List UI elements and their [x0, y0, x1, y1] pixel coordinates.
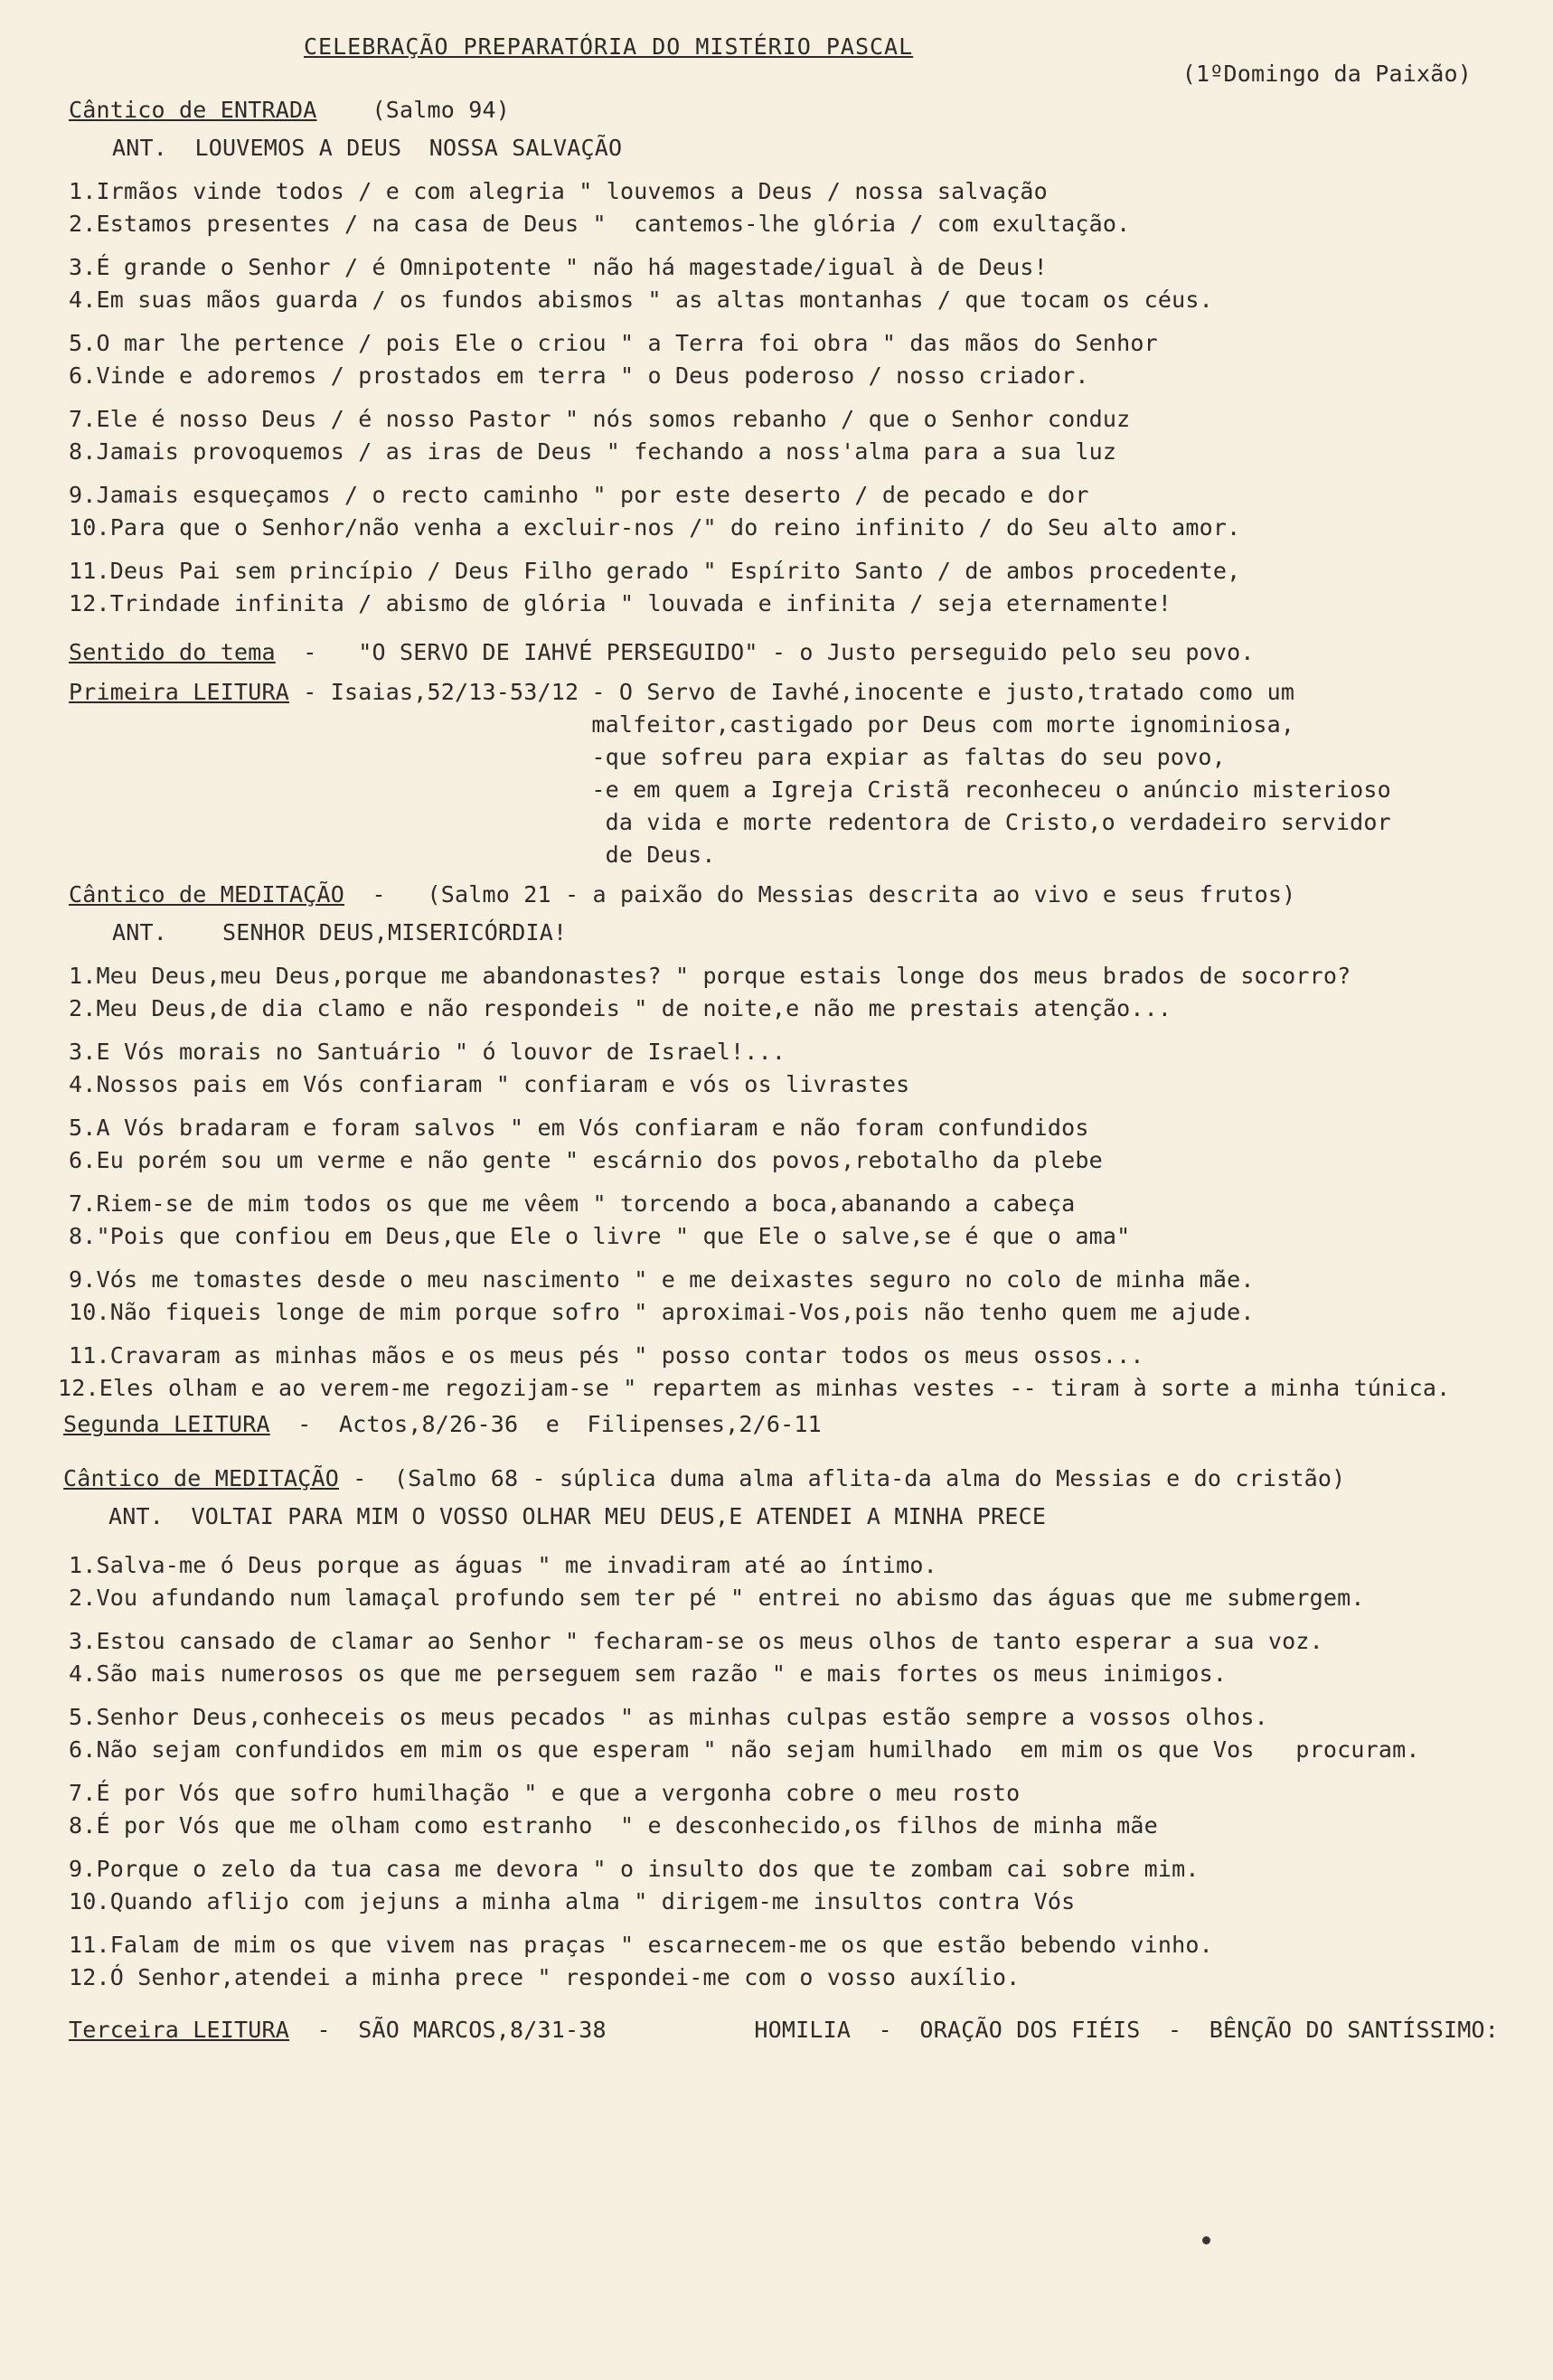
verse: 4.Em suas mãos guarda / os fundos abismos " as altas montanhas / que tocam os céus.: [69, 287, 1213, 313]
entrada-psalm: (Salmo 94): [372, 97, 511, 123]
primeira-leitura: [69, 676, 1499, 871]
verse: 12.Trindade infinita / abismo de glória " louvada e infinita / seja eternamente!: [69, 590, 1172, 616]
sentido-text: - "O SERVO DE IAHVÉ PERSEGUIDO" - o Justo perseguido pelo seu povo.: [275, 639, 1255, 665]
verse: 1.Meu Deus,meu Deus,porque me abandonastes? " porque estais longe dos meus brados de socorro?: [69, 963, 1351, 989]
meditacao1-label: Cântico de MEDITAÇÃO: [69, 881, 345, 908]
verse: 6.Não sejam confundidos em mim os que esperam " não sejam humilhado em mim os que Vos procuram.: [69, 1736, 1420, 1763]
verse: 3.É grande o Senhor / é Omnipotente " não há magestade/igual à de Deus!: [69, 254, 1048, 280]
verse: 1.Irmãos vinde todos / e com alegria " louvemos a Deus / nossa salvação: [69, 178, 1048, 204]
entrada-section: [69, 94, 1499, 620]
primeira-ref: - Isaias,52/13-53/12: [289, 679, 579, 705]
verse-pair: [69, 1929, 1499, 1994]
homilia-text: HOMILIA - ORAÇÃO DOS FIÉIS - BÊNÇÃO DO SANTÍSSIMO:: [754, 2017, 1499, 2043]
verse: 5.A Vós bradaram e foram salvos " em Vós confiaram e não foram confundidos: [69, 1115, 1089, 1141]
verse: 11.Falam de mim os que vivem nas praças " escarnecem-me os que estão bebendo vinho.: [69, 1932, 1213, 1958]
verse-pair: [69, 1853, 1499, 1918]
terceira-ref: - SÃO MARCOS,8/31-38: [289, 2017, 607, 2043]
summary-line: -que sofreu para expiar as faltas do seu povo,: [591, 744, 1226, 770]
verse: 11.Deus Pai sem princípio / Deus Filho gerado " Espírito Santo / de ambos procedente,: [69, 558, 1241, 584]
segunda-line: [63, 1408, 1499, 1441]
terceira-label: Terceira LEITURA: [69, 2017, 290, 2043]
title-row: [69, 31, 1499, 87]
verse-pair: [69, 479, 1499, 544]
verse: 2.Meu Deus,de dia clamo e não respondeis " de noite,e não me prestais atenção...: [69, 995, 1172, 1021]
verse-pair: [69, 1777, 1499, 1842]
verse: 4.São mais numerosos os que me perseguem sem razão " e mais fortes os meus inimigos.: [69, 1660, 1228, 1687]
entrada-heading: [69, 94, 1499, 127]
summary-line: de Deus.: [591, 842, 716, 868]
verse: 8."Pois que confiou em Deus,que Ele o livre " que Ele o salve,se é que o ama": [69, 1223, 1131, 1249]
page-title: CELEBRAÇÃO PREPARATÓRIA DO MISTÉRIO PASCAL: [304, 33, 914, 60]
verse-pair: [69, 1188, 1499, 1253]
verse-pair: [69, 403, 1499, 468]
verse-pair: [69, 1701, 1499, 1766]
verse: 5.Senhor Deus,conheceis os meus pecados " as minhas culpas estão sempre a vossos olhos.: [69, 1704, 1268, 1730]
verse: 1.Salva-me ó Deus porque as águas " me invadiram até ao íntimo.: [69, 1552, 937, 1578]
verse: 12.Ó Senhor,atendei a minha prece " respondei-me com o vosso auxílio.: [69, 1964, 1021, 1990]
summary-line: da vida e morte redentora de Cristo,o verdadeiro servidor: [591, 809, 1391, 835]
meditacao2-antiphon: ANT. VOLTAI PARA MIM O VOSSO OLHAR MEU DEUS,E ATENDEI A MINHA PRECE: [108, 1503, 1047, 1529]
verse-pair: [69, 1112, 1499, 1177]
verse: 9.Porque o zelo da tua casa me devora " o insulto dos que te zombam cai sobre mim.: [69, 1856, 1200, 1882]
verse: 10.Quando aflijo com jejuns a minha alma " dirigem-me insultos contra Vós: [69, 1888, 1076, 1914]
meditacao1-heading: [69, 879, 1499, 911]
segunda-label: Segunda LEITURA: [63, 1411, 270, 1437]
verse-pair: [69, 1264, 1499, 1329]
terceira-heading: [69, 2014, 607, 2046]
verse: 4.Nossos pais em Vós confiaram " confiaram e vós os livrastes: [69, 1071, 910, 1097]
page-subtitle: (1ºDomingo da Paixão): [1181, 61, 1472, 87]
summary-line: - O Servo de Iavhé,inocente e justo,tratado como um: [591, 679, 1295, 705]
verse: 8.Jamais provoquemos / as iras de Deus " fechando a noss'alma para a sua luz: [69, 438, 1117, 465]
summary-line: malfeitor,castigado por Deus com morte ignominiosa,: [591, 711, 1295, 738]
verse: 7.É por Vós que sofro humilhação " e que a vergonha cobre o meu rosto: [69, 1780, 1021, 1806]
final-line: [69, 2014, 1499, 2046]
verse: 5.O mar lhe pertence / pois Ele o criou " a Terra foi obra " das mãos do Senhor: [69, 330, 1158, 356]
verse-pair: [69, 175, 1499, 240]
verse: 12.Eles olham e ao verem-me regozijam-se " repartem as minhas vestes -- tiram à sorte a minha túnica.: [58, 1375, 1451, 1401]
summary-line: -e em quem a Igreja Cristã reconheceu o anúncio misterioso: [591, 776, 1391, 803]
meditacao2-psalm: - (Salmo 68 - súplica duma alma aflita-da alma do Messias e do cristão): [339, 1465, 1346, 1491]
verse: 3.E Vós morais no Santuário " ó louvor de Israel!...: [69, 1039, 786, 1065]
verse: 2.Estamos presentes / na casa de Deus " cantemos-lhe glória / com exultação.: [69, 211, 1131, 237]
verse-pair: [69, 1036, 1499, 1101]
verse-pair: [69, 1549, 1499, 1614]
primeira-heading: [69, 676, 579, 871]
verse: 9.Vós me tomastes desde o meu nascimento " e me deixastes seguro no colo de minha mãe.: [69, 1266, 1255, 1293]
entrada-antiphon: ANT. LOUVEMOS A DEUS NOSSA SALVAÇÃO: [112, 135, 623, 161]
ink-dot: [1202, 2236, 1210, 2244]
sentido-label: Sentido do tema: [69, 639, 276, 665]
verse: 9.Jamais esqueçamos / o recto caminho " por este deserto / de pecado e dor: [69, 482, 1089, 508]
verse: 6.Eu porém sou um verme e não gente " escárnio dos povos,rebotalho da plebe: [69, 1147, 1103, 1173]
verse-pair: [69, 251, 1499, 316]
primeira-label: Primeira LEITURA: [69, 679, 290, 705]
verse: 2.Vou afundando num lamaçal profundo sem ter pé " entrei no abismo das águas que me submergem.: [69, 1585, 1365, 1611]
verse-pair: [69, 327, 1499, 392]
segunda-ref: - Actos,8/26-36 e Filipenses,2/6-11: [269, 1411, 822, 1437]
primeira-summary: [579, 676, 1499, 871]
verse: 3.Estou cansado de clamar ao Senhor " fecharam-se os meus olhos de tanto esperar a sua voz.: [69, 1628, 1323, 1654]
verse: 7.Ele é nosso Deus / é nosso Pastor " nós somos rebanho / que o Senhor conduz: [69, 406, 1131, 432]
verse: 7.Riem-se de mim todos os que me vêem " torcendo a boca,abanando a cabeça: [69, 1190, 1076, 1217]
meditacao1-section: [58, 879, 1499, 1405]
verse: 11.Cravaram as minhas mãos e os meus pés " posso contar todos os meus ossos...: [69, 1342, 1144, 1369]
verse: 10.Não fiqueis longe de mim porque sofro " aproximai-Vos,pois não tenho quem me ajude.: [69, 1299, 1255, 1325]
verse-pair: [69, 555, 1499, 620]
verse: 6.Vinde e adoremos / prostados em terra " o Deus poderoso / nosso criador.: [69, 362, 1089, 389]
meditacao2-section: [63, 1463, 1499, 1994]
verse: 8.É por Vós que me olham como estranho " e desconhecido,os filhos de minha mãe: [69, 1812, 1158, 1839]
verse-pair: [69, 960, 1499, 1025]
meditacao1-psalm: - (Salmo 21 - a paixão do Messias descrita ao vivo e seus frutos): [344, 881, 1296, 908]
meditacao2-label: Cântico de MEDITAÇÃO: [63, 1465, 340, 1491]
verse: 10.Para que o Senhor/não venha a excluir-nos /" do reino infinito / do Seu alto amor.: [69, 514, 1241, 541]
meditacao1-antiphon: ANT. SENHOR DEUS,MISERICÓRDIA!: [112, 919, 568, 945]
verse-pair: [69, 1625, 1499, 1690]
meditacao2-heading: [63, 1463, 1499, 1495]
entrada-label: Cântico de ENTRADA: [69, 97, 317, 123]
verse-pair: [58, 1340, 1499, 1405]
sentido-line: [69, 636, 1499, 669]
